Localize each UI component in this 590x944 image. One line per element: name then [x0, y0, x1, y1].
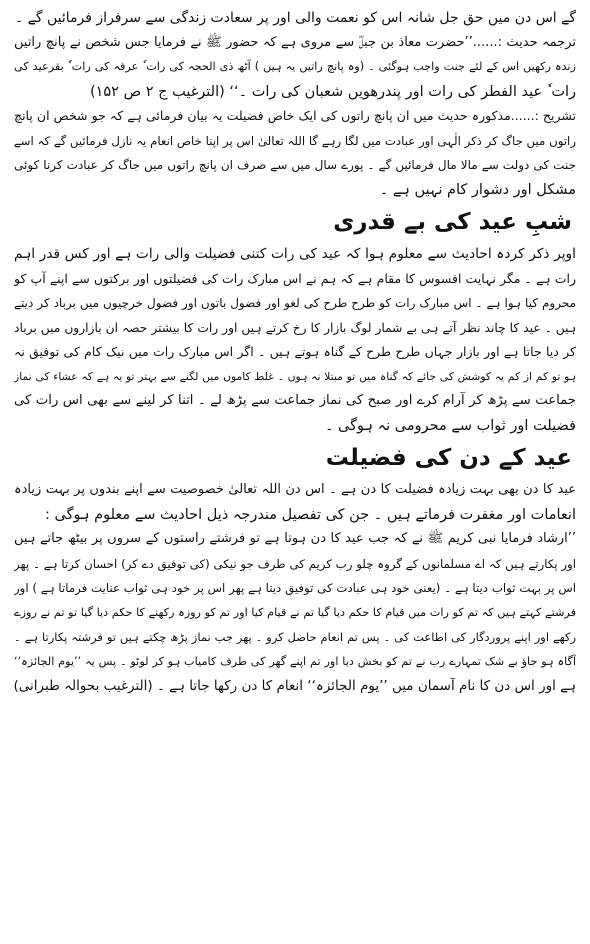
hadith-translation-paragraph [14, 31, 576, 105]
text-line: رات ٗ عید الفطر کی رات اور پندرھویں شعبان کی رات ۔‘‘ (الترغیب ج ۲ ص ۱۵۲) [89, 83, 576, 100]
text-line: محروم کیا ہوا ہے ۔ اس مبارک رات کو طرح طرح کی لغو اور فضول باتوں اور فضول خرچیوں میں برباد کر دیتے [14, 296, 576, 310]
section-heading: عید کے دن کی فضیلت [325, 445, 572, 471]
text-line: گے اس دن میں حق جل شانہ اس کو نعمت والی اور پر سعادت زندگی سے سرفراز فرمائیں گے ۔ [15, 10, 576, 26]
text-line: اوپر ذکر کردہ احادیث سے معلوم ہوا کہ عید کی رات کتنی فضیلت والی رات ہے اور کس قدر اہم [14, 246, 576, 262]
text-line: رات ہے ۔ مگر نہایت افسوس کا مقام ہے کہ ہم نے اس مبارک رات کی فضیلتوں اور برکتوں سے اپنے آپ کو [14, 270, 576, 286]
section-heading: شبِ عید کی بے قدری [333, 209, 572, 235]
text-line: کر دیا جاتا ہے اور بازار جہاں طرح طرح کے گناہ ہوتے ہیں ۔ اگر اس مبارک رات میں نیک کام کی توفیق نہ [14, 344, 576, 359]
intro-paragraph [14, 6, 576, 31]
text-line: زندہ رکھیں اس کے لئے جنت واجب ہوگئی ۔ (وہ پانچ راتیں یہ ہیں ) آٹھ ذی الحجہ کی رات ٗ عرفہ کی رات ٗ بقرعید کی [14, 60, 576, 73]
text-line: رکھے اور اپنے پروردگار کی اطاعت کی ۔ پس تم انعام حاصل کرو ۔ پھر جب نماز پڑھ چکتے ہیں تو فرشتہ پکارتا ہے ۔ [14, 630, 576, 644]
text-line: انعامات اور مغفرت فرماتے ہیں ۔ جن کی تفصیل مندرجہ ذیل احادیث سے معلوم ہوگی : [45, 506, 576, 523]
text-line: اور پکارتے ہیں کہ اے مسلمانوں کے گروہ چلو رب کریم کی طرف جو نیکی (کی توفیق دے کر) احسان کرتا ہے ۔ پھر [14, 556, 576, 571]
text-line: جنت کی دولت سے مالا مال فرمائیں گے ۔ پورے سال میں سے صرف ان پانچ راتوں میں جاگ کر عبادت کرنا کوئی [14, 158, 576, 172]
text-line: فرشتے کہتے ہیں کہ تم کو رات میں قیام کا حکم دیا گیا تم نے قیام کیا اور تم کو روزہ رکھنے کا حکم دیا گیا تو تم نے روزے [14, 605, 576, 619]
text-line: ترجمہ حدیث :......’’حضرت معاذ بن جبلؓ سے مروی ہے کہ حضور ﷺ نے فرمایا جس شخص نے پانچ راتیں [14, 34, 576, 50]
text-line: ہیں ۔ عید کا چاند نظر آتے ہی بے شمار لوگ بازار کا رخ کرتے ہیں اور رات کا بیشتر حصہ ان بازاروں میں برباد [14, 320, 576, 335]
text-line: ہے اور اس دن کا نام آسمان میں ’’یوم الجائزہ‘‘ انعام کا دن رکھا جاتا ہے ۔ (الترغیب بحوالہ طبرانی) [14, 678, 576, 694]
eid-day-paragraph [14, 478, 576, 527]
text-line: تشریح :......مذکورہ حدیث میں ان پانچ راتوں کی ایک خاص فضیلت یہ بیان فرمائی ہے کہ جو شخص ان پانچ [14, 108, 576, 123]
text-line: فضیلت اور ثواب سے محرومی نہ ہوگی ۔ [324, 417, 576, 434]
text-line: عید کا دن بھی بہت زیادہ فضیلت کا دن ہے ۔ اس دن اللہ تعالیٰ خصوصیت سے اپنے بندوں پر بہت زیادہ [14, 482, 576, 497]
eid-night-paragraph [14, 242, 576, 438]
text-line: مشکل اور دشوار کام نہیں ہے ۔ [379, 181, 576, 198]
text-line: ’’ارشاد فرمایا نبی کریم ﷺ نے کہ جب عید کا دن ہوتا ہے تو فرشتے راستوں کے سروں پر بیٹھ جاتے ہیں [14, 531, 576, 546]
explanation-paragraph [14, 104, 576, 202]
hadith-quote-paragraph [14, 527, 576, 699]
text-line: آگاہ ہو جاؤ بے شک تمہارے رب نے تم کو بخش دیا اور تم اپنے گھر کی طرف کامیاب ہو کر لوٹو ۔ پس یہ ’’یوم الجائزہ‘‘ [14, 654, 576, 668]
text-line: ہو تو کم از کم یہ کوشش کی جائے کہ گناہ میں تو مبتلا نہ ہوں ۔ غلط کاموں میں لگنے سے بہتر تو یہ ہے کہ عشاء کی نماز [14, 369, 576, 383]
text-line: جماعت سے پڑھ کر آرام کرے اور صبح کی نماز جماعت سے پڑھ لے ۔ اتنا کر لینے سے بھی اس رات کی [14, 393, 576, 408]
text-line: اس پر بہت ثواب دیتا ہے ۔ (یعنی خود ہی عبادت کی توفیق دیتا ہے پھر اس پر خود ہی ثواب عنایت فرماتا ہے ) اور [14, 581, 576, 595]
text-line: راتوں میں جاگ کر ذکر الٰہی اور عبادت میں لگا رہے گا اللہ تعالیٰ اس پر اپنا خاص انعام یہ نازل فرمائیں گے کہ اسے [14, 133, 576, 148]
